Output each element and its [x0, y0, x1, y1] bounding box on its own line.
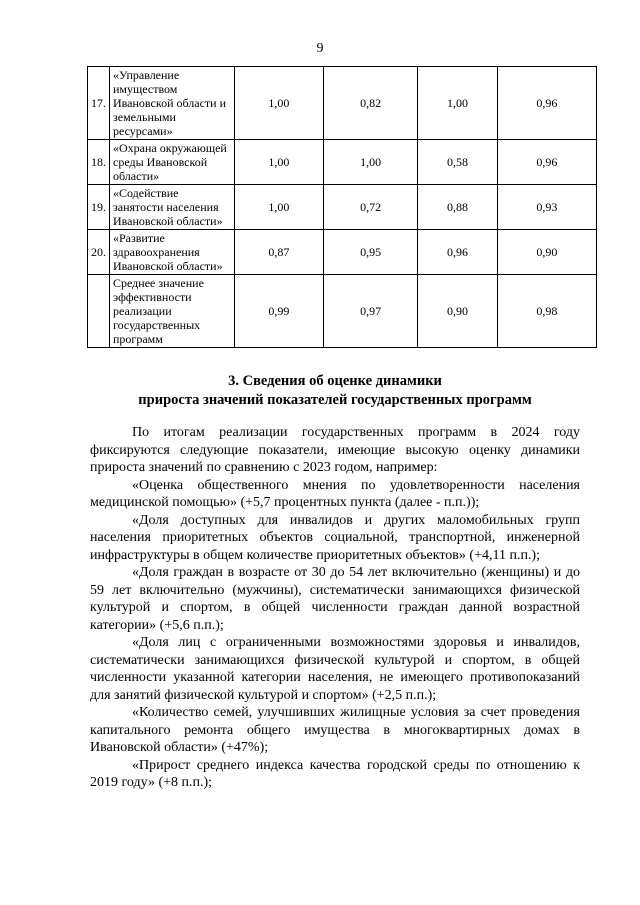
value-cell: 0,72 — [324, 185, 418, 230]
program-name: «Содействие занятости населения Ивановской области» — [110, 185, 235, 230]
program-name: «Управление имуществом Ивановской области и земельными ресурсами» — [110, 67, 235, 140]
value-cell: 1,00 — [234, 140, 323, 185]
value-cell: 0,90 — [418, 275, 497, 348]
section-title-line1: 3. Сведения об оценке динамики — [228, 373, 442, 389]
table-row — [88, 67, 597, 140]
value-cell: 0,87 — [234, 230, 323, 275]
row-number: 20. — [88, 230, 110, 275]
value-cell: 0,58 — [418, 140, 497, 185]
value-cell: 1,00 — [234, 67, 323, 140]
value-cell: 0,98 — [497, 275, 596, 348]
efficiency-table — [87, 66, 597, 348]
average-label: Среднее значение эффективности реализации государственных программ — [110, 275, 235, 348]
paragraph: «Количество семей, улучшивших жилищные условия за счет проведения капитального ремонта общего имущества в многоквартирных домах в Ивановской области» (+47%); — [90, 705, 580, 755]
body-text — [90, 424, 580, 792]
section-title-line2: прироста значений показателей государственных программ — [138, 392, 532, 408]
value-cell: 0,93 — [497, 185, 596, 230]
row-number: 19. — [88, 185, 110, 230]
value-cell: 0,96 — [497, 140, 596, 185]
paragraph: «Доля доступных для инвалидов и других маломобильных групп населения приоритетных объектов социальной, транспортной, инженерной инфраструктуры в общем количестве приоритетных объектов» (+4,11 п.п.); — [90, 512, 580, 563]
paragraph: По итогам реализации государственных программ в 2024 году фиксируются следующие показатели, имеющие высокую оценку динамики прироста значений по сравнению с 2023 годом, например: — [90, 425, 580, 475]
row-number: 17. — [88, 67, 110, 140]
table-row — [88, 230, 597, 275]
value-cell: 1,00 — [324, 140, 418, 185]
value-cell: 0,97 — [324, 275, 418, 348]
value-cell: 0,90 — [497, 230, 596, 275]
program-name: «Охрана окружающей среды Ивановской области» — [110, 140, 235, 185]
paragraph: «Прирост среднего индекса качества городской среды по отношению к 2019 году» (+8 п.п.); — [90, 757, 580, 790]
page-number: 9 — [316, 41, 324, 56]
value-cell: 0,82 — [324, 67, 418, 140]
paragraph: «Оценка общественного мнения по удовлетворенности населения медицинской помощью» (+5,7 процентных пункта (далее - п.п.)); — [90, 477, 580, 510]
program-name: «Развитие здравоохранения Ивановской области» — [110, 230, 235, 275]
section-heading — [60, 372, 610, 410]
row-number — [88, 275, 110, 348]
value-cell: 0,95 — [324, 230, 418, 275]
value-cell: 1,00 — [418, 67, 497, 140]
value-cell: 0,99 — [234, 275, 323, 348]
table-row — [88, 185, 597, 230]
paragraph: «Доля лиц с ограниченными возможностями здоровья и инвалидов, систематически занимающихся физической культурой и спортом, в общей численности указанной категории населения, не имеющего противопоказаний для занятий физической культурой и спортом» (+2,5 п.п.); — [90, 635, 580, 703]
table-row — [88, 140, 597, 185]
value-cell: 1,00 — [234, 185, 323, 230]
row-number: 18. — [88, 140, 110, 185]
paragraph: «Доля граждан в возрасте от 30 до 54 лет включительно (женщины) и до 59 лет включительно (мужчины), систематически занимающихся физической культурой и спортом, в общей численности граждан данной возрастной категории» (+5,6 п.п.); — [90, 565, 580, 633]
value-cell: 0,96 — [418, 230, 497, 275]
value-cell: 0,96 — [497, 67, 596, 140]
table-row-average — [88, 275, 597, 348]
value-cell: 0,88 — [418, 185, 497, 230]
